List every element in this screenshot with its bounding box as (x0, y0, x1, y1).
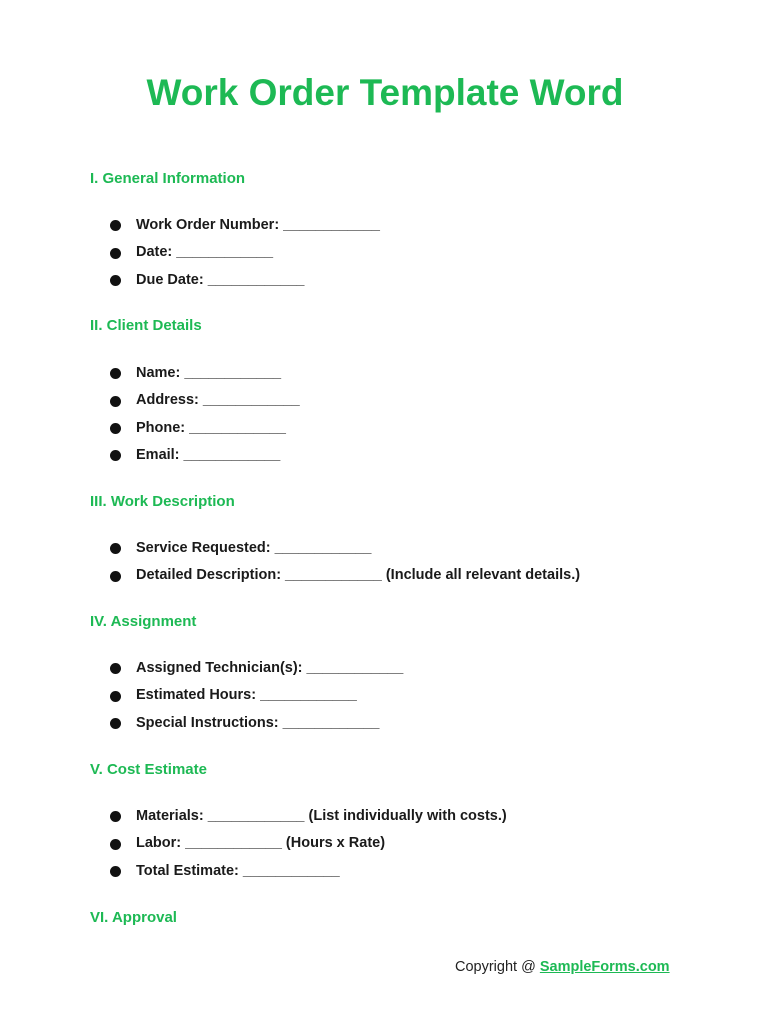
section-heading-cost-estimate: V. Cost Estimate (90, 761, 207, 778)
sampleforms-link[interactable]: SampleForms.com (539, 959, 670, 975)
list-item: Date: ____________ (110, 239, 380, 266)
list-item: Name: ____________ (110, 360, 300, 387)
list-item: Estimated Hours: ____________ (110, 682, 403, 709)
copyright-footer (455, 957, 670, 977)
section-heading-work-description: III. Work Description (90, 493, 235, 510)
bullet-icon (110, 423, 121, 434)
list-item: Service Requested: ____________ (110, 535, 580, 562)
section-heading-client-details: II. Client Details (90, 317, 202, 334)
list-item: Detailed Description: ____________ (Include all relevant details.) (110, 562, 580, 589)
list-item: Work Order Number: ____________ (110, 212, 380, 239)
client-details-list (110, 360, 300, 470)
bullet-icon (110, 718, 121, 729)
copyright-text: Copyright @ (455, 959, 540, 975)
bullet-icon (110, 368, 121, 379)
section-heading-approval: VI. Approval (90, 909, 177, 926)
bullet-icon (110, 248, 121, 259)
bullet-icon (110, 839, 121, 850)
bullet-icon (110, 220, 121, 231)
list-item: Due Date: ____________ (110, 267, 380, 294)
document-title: Work Order Template Word (146, 72, 624, 113)
bullet-icon (110, 543, 121, 554)
section-heading-general-information: I. General Information (90, 170, 246, 187)
list-item: Address: ____________ (110, 387, 300, 414)
list-item: Special Instructions: ____________ (110, 710, 403, 737)
bullet-icon (110, 663, 121, 674)
work-description-list (110, 535, 580, 590)
list-item: Materials: ____________ (List individually with costs.) (110, 803, 507, 830)
list-item: Assigned Technician(s): ____________ (110, 655, 403, 682)
list-item: Labor: ____________ (Hours x Rate) (110, 830, 507, 857)
bullet-icon (110, 866, 121, 877)
bullet-icon (110, 275, 121, 286)
bullet-icon (110, 396, 121, 407)
list-item: Total Estimate: ____________ (110, 858, 507, 885)
bullet-icon (110, 450, 121, 461)
list-item: Phone: ____________ (110, 415, 300, 442)
assignment-list (110, 655, 403, 737)
list-item: Email: ____________ (110, 442, 300, 469)
cost-estimate-list (110, 803, 507, 885)
general-information-list (110, 212, 380, 294)
bullet-icon (110, 811, 121, 822)
section-heading-assignment: IV. Assignment (90, 613, 197, 630)
bullet-icon (110, 691, 121, 702)
bullet-icon (110, 571, 121, 582)
